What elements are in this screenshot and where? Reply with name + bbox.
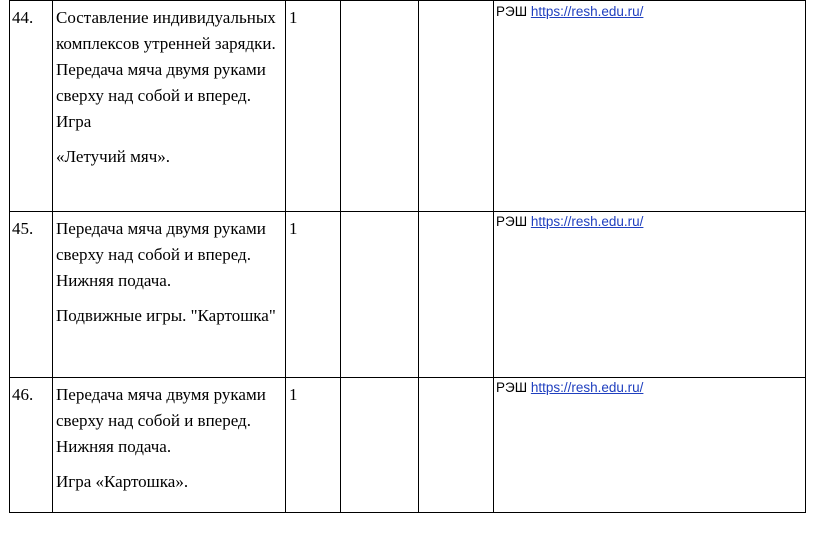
column-divider (418, 0, 419, 513)
column-divider (9, 0, 10, 513)
lesson-number: 44. (12, 8, 34, 27)
row-divider (9, 377, 806, 378)
lesson-number: 46. (12, 385, 34, 404)
lesson-hours: 1 (289, 219, 298, 238)
resource-label: РЭШ (496, 4, 528, 19)
lesson-hours: 1 (289, 8, 298, 27)
lesson-topic-game: Игра «Картошка». (56, 472, 189, 491)
column-divider (805, 0, 806, 513)
column-divider (52, 0, 53, 513)
resource-label: РЭШ (496, 214, 528, 229)
lesson-topic (56, 382, 284, 495)
column-divider (493, 0, 494, 513)
table-bottom-border (9, 512, 806, 513)
lesson-hours: 1 (289, 385, 298, 404)
resource-cell (496, 379, 804, 397)
resource-label: РЭШ (496, 380, 528, 395)
resource-cell (496, 213, 804, 231)
column-divider (285, 0, 286, 513)
column-divider (340, 0, 341, 513)
lesson-topic-game: «Летучий мяч». (56, 147, 171, 166)
resource-link[interactable]: https://resh.edu.ru/ (530, 214, 644, 229)
lesson-number: 45. (12, 219, 34, 238)
lesson-topic-text: Составление индивидуальных комплексов утренней зарядки. Передача мяча двумя руками сверху над собой и вперед. Игра (56, 8, 276, 131)
resource-link[interactable]: https://resh.edu.ru/ (530, 4, 644, 19)
resource-link[interactable]: https://resh.edu.ru/ (530, 380, 644, 395)
lesson-topic-text: Передача мяча двумя руками сверху над собой и вперед. Нижняя подача. (56, 219, 266, 290)
row-divider (9, 211, 806, 212)
lesson-topic-text: Передача мяча двумя руками сверху над собой и вперед. Нижняя подача. (56, 385, 266, 456)
table-top-border (9, 0, 806, 1)
lesson-topic-game: Подвижные игры. "Картошка" (56, 306, 276, 325)
lesson-topic (56, 216, 284, 329)
resource-cell (496, 3, 804, 21)
lesson-topic (56, 5, 284, 170)
